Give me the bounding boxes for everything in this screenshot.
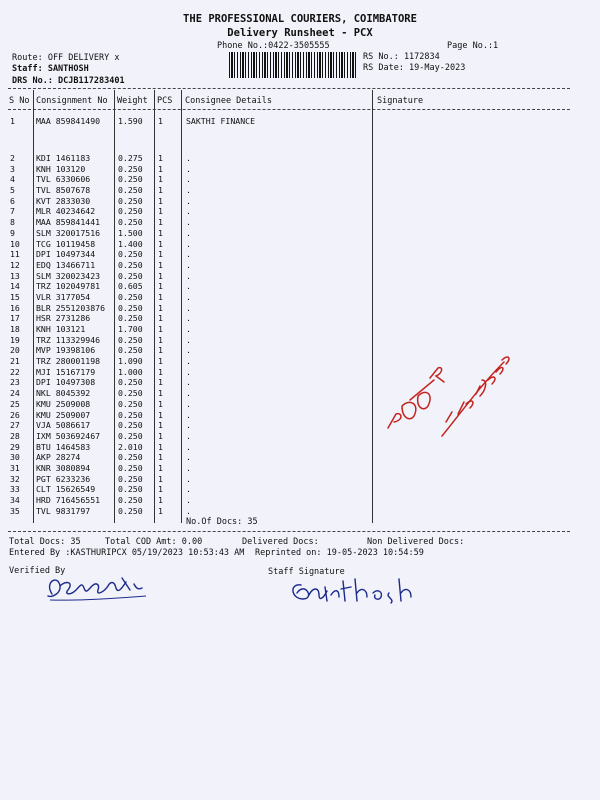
- table-row: [0, 260, 600, 271]
- row-consignment: KNH 103121: [36, 324, 86, 334]
- row-details: .: [186, 473, 191, 484]
- col-consignment: Consignment No: [36, 96, 108, 106]
- table-row: [0, 303, 600, 314]
- row-details: .: [186, 495, 191, 505]
- row-details: .: [186, 227, 191, 238]
- table-row: [0, 206, 600, 217]
- row-consignment: IXM 503692467: [36, 430, 101, 441]
- row-details: .: [186, 313, 191, 324]
- row-weight: 0.250: [118, 409, 143, 420]
- table-row: [0, 292, 600, 303]
- table-row: [0, 239, 600, 250]
- row-weight: 0.605: [118, 281, 143, 292]
- row-details: .: [186, 195, 191, 206]
- row-pcs: 1: [158, 495, 163, 505]
- row-pcs: 1: [158, 398, 163, 409]
- row-consignment: MVP 19398106: [36, 345, 96, 356]
- row-sno: 28: [10, 430, 20, 441]
- row-details: .: [186, 430, 191, 441]
- row-consignment: KNR 3080894: [36, 462, 91, 473]
- row-weight: 0.250: [118, 163, 143, 174]
- table-row: [0, 271, 600, 282]
- row-consignment: KDI 1461183: [36, 153, 91, 163]
- row-pcs: 1: [158, 377, 163, 388]
- row-details: .: [186, 398, 191, 409]
- row-details: .: [186, 452, 191, 463]
- row-sno: 26: [10, 409, 20, 420]
- route-label: Route: OFF DELIVERY x: [12, 53, 120, 63]
- staff-label: Staff: SANTHOSH: [12, 64, 89, 74]
- table-row: [0, 281, 600, 292]
- row-details: .: [186, 377, 191, 388]
- table-row: [0, 196, 600, 207]
- row-pcs: 1: [158, 388, 163, 399]
- row-pcs: 1: [158, 484, 163, 495]
- row-sno: 8: [10, 217, 15, 228]
- row-consignment: KNH 103120: [36, 163, 86, 174]
- row-consignment: EDQ 13466711: [36, 259, 96, 270]
- row-sno: 34: [10, 495, 20, 505]
- row-weight: 0.250: [118, 313, 143, 324]
- table-row: [0, 185, 600, 196]
- row-consignment: TVL 8507678: [36, 185, 91, 196]
- row-sno: 35: [10, 505, 20, 516]
- row-details: .: [186, 324, 191, 334]
- row-consignment: AKP 28274: [36, 452, 81, 463]
- row-details: .: [186, 185, 191, 196]
- row-pcs: 1: [158, 259, 163, 270]
- row-pcs: 1: [158, 441, 163, 452]
- row-details: .: [186, 217, 191, 228]
- row-consignment: HSR 2731286: [36, 313, 91, 324]
- row-details: .: [186, 153, 191, 163]
- company-title: THE PROFESSIONAL COURIERS, COIMBATORE: [183, 13, 417, 25]
- row-weight: 0.250: [118, 174, 143, 185]
- row-details: .: [186, 388, 191, 399]
- row-consignment: CLT 15626549: [36, 484, 96, 495]
- row-consignment: TRZ 280001198: [36, 356, 101, 367]
- row-pcs: 1: [158, 163, 163, 174]
- non-delivered-docs: Non Delivered Docs:: [367, 537, 465, 547]
- row-sno: 5: [10, 185, 15, 196]
- red-handwritten-note: [380, 340, 530, 450]
- row-pcs: 1: [158, 185, 163, 196]
- rs-date: RS Date: 19-May-2023: [363, 63, 466, 73]
- row-details: .: [186, 334, 191, 345]
- phone-number: Phone No.:0422-3505555: [217, 41, 330, 51]
- row-sno: 13: [10, 270, 20, 281]
- row-details: .: [186, 291, 191, 302]
- row-consignment: TVL 9831797: [36, 505, 91, 516]
- header-top-rule: [8, 88, 570, 89]
- row-pcs: 1: [158, 452, 163, 463]
- row-pcs: 1: [158, 195, 163, 206]
- row-details: .: [186, 259, 191, 270]
- row-pcs: 1: [158, 206, 163, 217]
- verified-signature: [30, 560, 180, 610]
- no-of-docs: No.Of Docs: 35: [186, 517, 258, 527]
- row-sno: 25: [10, 398, 20, 409]
- row-consignment: MAA 859841441: [36, 217, 101, 228]
- row-details: .: [186, 441, 191, 452]
- table-row: [0, 474, 600, 485]
- row-consignment: TVL 6330606: [36, 174, 91, 185]
- row-details: .: [186, 206, 191, 217]
- row-details: .: [186, 366, 191, 377]
- row-weight: 0.250: [118, 291, 143, 302]
- col-consignee: Consignee Details: [185, 96, 272, 106]
- row-details: .: [186, 238, 191, 249]
- row-weight: 1.700: [118, 324, 143, 334]
- col-signature: Signature: [377, 96, 424, 106]
- row-sno: 4: [10, 174, 15, 185]
- row-sno: 15: [10, 291, 20, 302]
- row-weight: 0.250: [118, 302, 143, 313]
- row-pcs: 1: [158, 324, 163, 334]
- row-details: .: [186, 174, 191, 185]
- col-weight: Weight: [117, 96, 148, 106]
- staff-signature: [285, 565, 435, 615]
- row-pcs: 1: [158, 217, 163, 228]
- reprinted-on: Reprinted on: 19-05-2023 10:54:59: [255, 548, 424, 558]
- row-details: SAKTHI FINANCE: [186, 116, 256, 126]
- table-row: [0, 164, 600, 175]
- delivered-docs: Delivered Docs:: [242, 537, 319, 547]
- row-pcs: 1: [158, 153, 163, 163]
- row-weight: 0.250: [118, 249, 143, 260]
- row-consignment: TRZ 113329946: [36, 334, 101, 345]
- row-consignment: DPI 10497308: [36, 377, 96, 388]
- row-details: .: [186, 270, 191, 281]
- row-sno: 3: [10, 163, 15, 174]
- row-pcs: 1: [158, 270, 163, 281]
- row-consignment: KVT 2833030: [36, 195, 91, 206]
- row-pcs: 1: [158, 291, 163, 302]
- row-pcs: 1: [158, 302, 163, 313]
- row-weight: 0.250: [118, 270, 143, 281]
- row-weight: 0.250: [118, 430, 143, 441]
- row-weight: 0.250: [118, 345, 143, 356]
- row-consignment: VLR 3177054: [36, 291, 91, 302]
- row-weight: 0.250: [118, 206, 143, 217]
- row-pcs: 1: [158, 420, 163, 431]
- rs-number: RS No.: 1172834: [363, 52, 440, 62]
- row-pcs: 1: [158, 227, 163, 238]
- row-sno: 7: [10, 206, 15, 217]
- row-details: .: [186, 345, 191, 356]
- row-pcs: 1: [158, 313, 163, 324]
- row-details: .: [186, 462, 191, 473]
- row-sno: 10: [10, 238, 20, 249]
- row-sno: 22: [10, 366, 20, 377]
- row-pcs: 1: [158, 356, 163, 367]
- row-sno: 14: [10, 281, 20, 292]
- row-sno: 32: [10, 473, 20, 484]
- row-details: .: [186, 409, 191, 420]
- table-row: [0, 153, 600, 164]
- row-consignment: TCG 10119458: [36, 238, 96, 249]
- table-row: [0, 174, 600, 185]
- row-weight: 0.250: [118, 377, 143, 388]
- row-weight: 0.250: [118, 398, 143, 409]
- staff-signature-label: Staff Signature: [268, 567, 345, 577]
- row-consignment: PGT 6233236: [36, 473, 91, 484]
- row-consignment: BLR 2551203876: [36, 302, 106, 313]
- row-pcs: 1: [158, 409, 163, 420]
- row-sno: 11: [10, 249, 20, 260]
- row-weight: 0.250: [118, 473, 143, 484]
- row-pcs: 1: [158, 430, 163, 441]
- table-row: [0, 452, 600, 463]
- row-sno: 6: [10, 195, 15, 206]
- row-sno: 29: [10, 441, 20, 452]
- table-row: [0, 324, 600, 335]
- row-sno: 9: [10, 227, 15, 238]
- row-weight: 1.500: [118, 227, 143, 238]
- row-sno: 1: [10, 116, 15, 126]
- row-weight: 0.250: [118, 334, 143, 345]
- row-weight: 0.250: [118, 420, 143, 431]
- row-details: .: [186, 281, 191, 292]
- row-weight: 0.250: [118, 259, 143, 270]
- table-row: [0, 484, 600, 495]
- row-consignment: BTU 1464583: [36, 441, 91, 452]
- row-pcs: 1: [158, 334, 163, 345]
- table-row: [0, 228, 600, 239]
- row-pcs: 1: [158, 238, 163, 249]
- row-details: .: [186, 505, 191, 516]
- row-sno: 31: [10, 462, 20, 473]
- row-pcs: 1: [158, 281, 163, 292]
- barcode: [229, 52, 357, 78]
- row-weight: 0.275: [118, 153, 143, 163]
- row-consignment: MAA 859841490: [36, 116, 101, 126]
- row-pcs: 1: [158, 366, 163, 377]
- runsheet-subtitle: Delivery Runsheet - PCX: [227, 27, 373, 39]
- row-sno: 18: [10, 324, 20, 334]
- row-consignment: MJI 15167179: [36, 366, 96, 377]
- row-weight: 0.250: [118, 217, 143, 228]
- row-consignment: TRZ 102049781: [36, 281, 101, 292]
- row-weight: 0.250: [118, 185, 143, 196]
- row-weight: 0.250: [118, 452, 143, 463]
- page-number: Page No.:1: [447, 41, 499, 51]
- row-details: .: [186, 356, 191, 367]
- table-bottom-rule: [8, 531, 570, 532]
- row-sno: 23: [10, 377, 20, 388]
- row-consignment: SLM 320017516: [36, 227, 101, 238]
- row-sno: 17: [10, 313, 20, 324]
- table-row: [0, 463, 600, 474]
- row-consignment: MLR 40234642: [36, 206, 96, 217]
- row-weight: 1.000: [118, 366, 143, 377]
- consignment-table: [0, 153, 600, 516]
- row-sno: 20: [10, 345, 20, 356]
- row-details: .: [186, 249, 191, 260]
- table-row: [0, 495, 600, 506]
- table-row: [0, 313, 600, 324]
- total-docs: Total Docs: 35: [9, 537, 81, 547]
- table-row: [0, 249, 600, 260]
- row-weight: 0.250: [118, 195, 143, 206]
- col-sno: S No: [9, 96, 30, 106]
- row-sno: 24: [10, 388, 20, 399]
- row-sno: 12: [10, 259, 20, 270]
- row-pcs: 1: [158, 249, 163, 260]
- row-weight: 0.250: [118, 505, 143, 516]
- row-pcs: 1: [158, 473, 163, 484]
- row-weight: 0.250: [118, 388, 143, 399]
- verified-by-label: Verified By: [9, 566, 66, 576]
- col-pcs: PCS: [157, 96, 173, 106]
- row-weight: 0.250: [118, 484, 143, 495]
- row-sno: 19: [10, 334, 20, 345]
- row-consignment: HRD 716456551: [36, 495, 101, 505]
- row-weight: 0.250: [118, 495, 143, 505]
- row-weight: 0.250: [118, 462, 143, 473]
- row-pcs: 1: [158, 174, 163, 185]
- row-sno: 27: [10, 420, 20, 431]
- row-details: .: [186, 302, 191, 313]
- row-weight: 1.400: [118, 238, 143, 249]
- table-row: [0, 506, 600, 517]
- row-weight: 1.590: [118, 116, 143, 126]
- row-pcs: 1: [158, 116, 163, 126]
- row-sno: 30: [10, 452, 20, 463]
- row-consignment: VJA 5086617: [36, 420, 91, 431]
- table-row: [0, 217, 600, 228]
- row-consignment: KMU 2509007: [36, 409, 91, 420]
- row-consignment: DPI 10497344: [36, 249, 96, 260]
- drs-number: DRS No.: DCJB117283401: [12, 76, 125, 86]
- row-pcs: 1: [158, 462, 163, 473]
- header-bottom-rule: [8, 109, 570, 110]
- entered-by: Entered By :KASTHURIPCX 05/19/2023 10:53:43 AM: [9, 548, 245, 558]
- row-consignment: NKL 8045392: [36, 388, 91, 399]
- row-sno: 21: [10, 356, 20, 367]
- total-cod: Total COD Amt: 0.00: [105, 537, 203, 547]
- row-consignment: KMU 2509008: [36, 398, 91, 409]
- row-pcs: 1: [158, 505, 163, 516]
- row-details: .: [186, 163, 191, 174]
- row-consignment: SLM 320023423: [36, 270, 101, 281]
- row-sno: 16: [10, 302, 20, 313]
- row-sno: 33: [10, 484, 20, 495]
- row-weight: 2.010: [118, 441, 143, 452]
- row-pcs: 1: [158, 345, 163, 356]
- row-details: .: [186, 420, 191, 431]
- row-sno: 2: [10, 153, 15, 163]
- row-weight: 1.090: [118, 356, 143, 367]
- row-details: .: [186, 484, 191, 495]
